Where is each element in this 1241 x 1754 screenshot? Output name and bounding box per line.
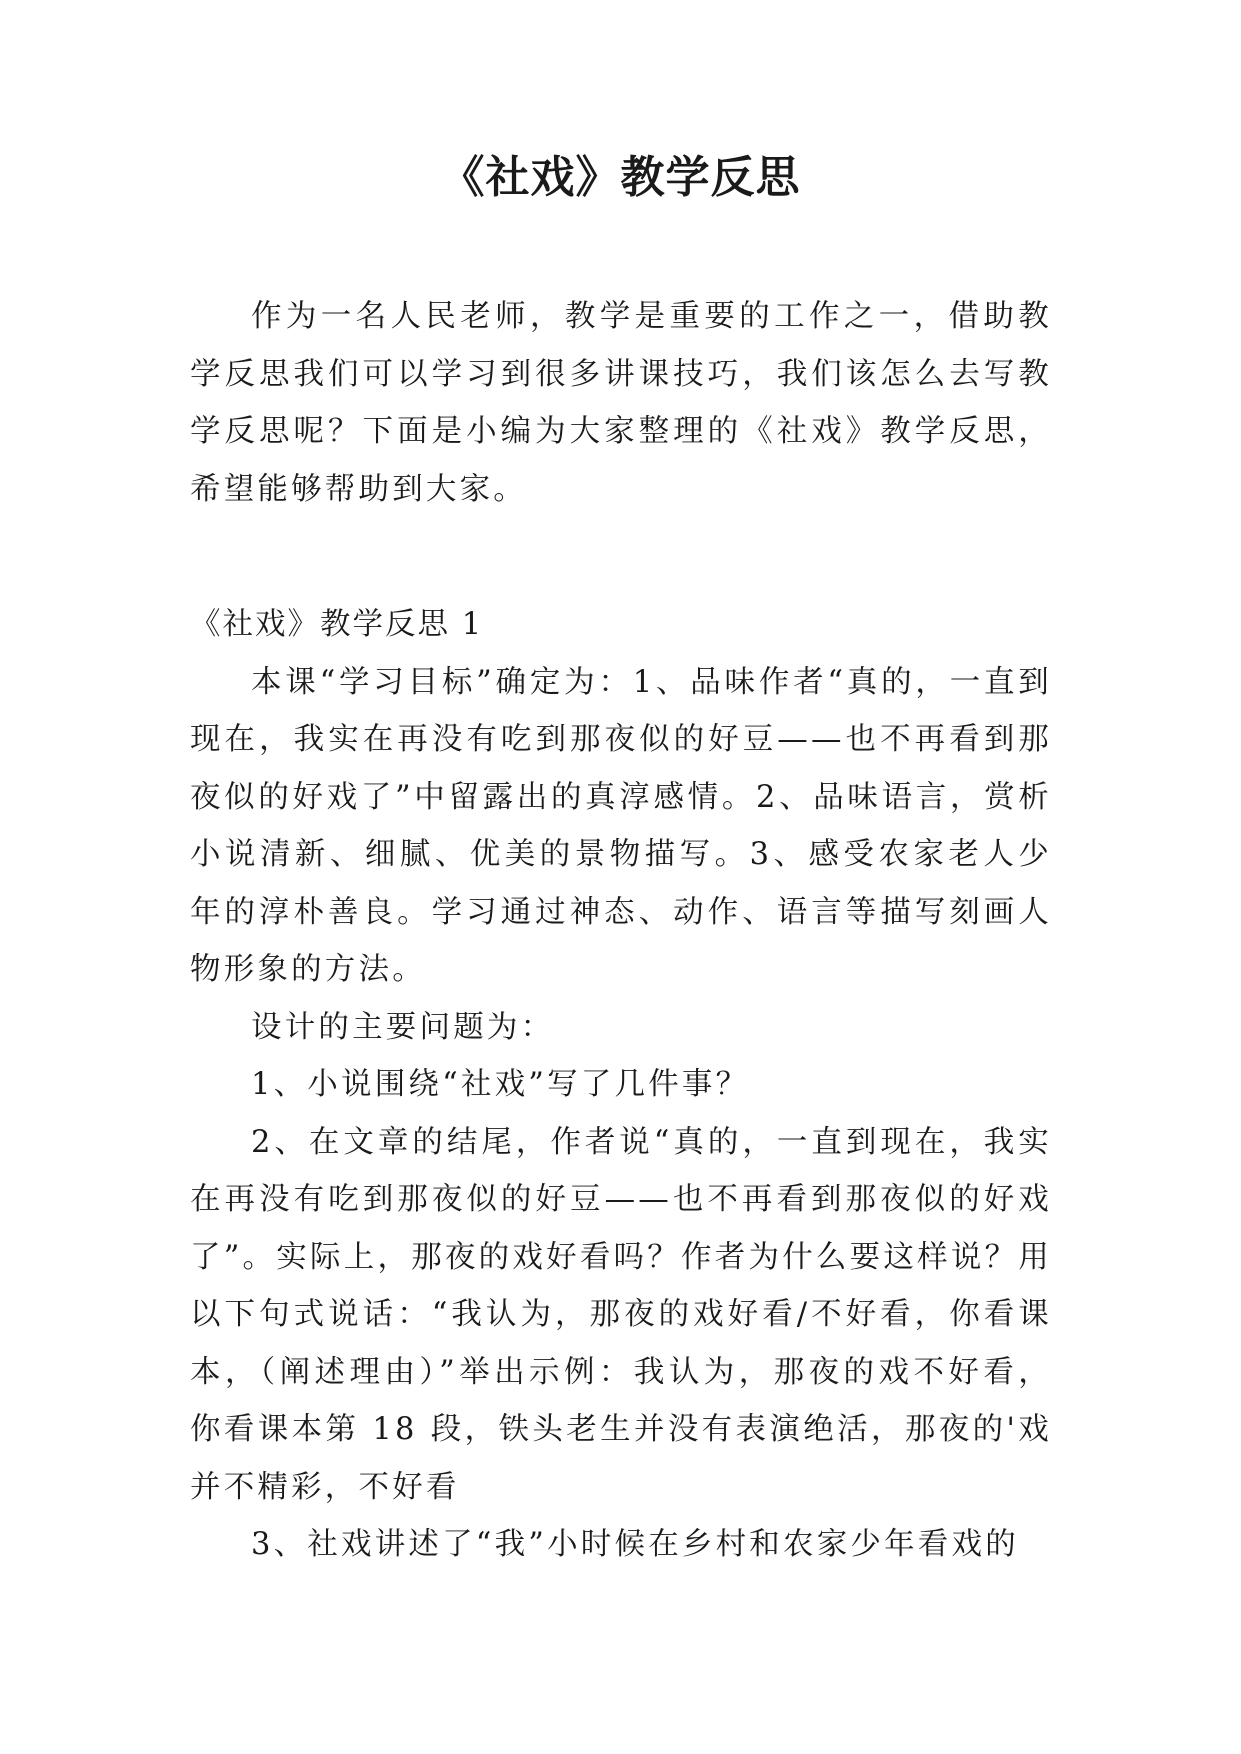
intro-paragraph: 作为一名人民老师，教学是重要的工作之一，借助教学反思我们可以学习到很多讲课技巧，我们该怎么去写教学反思呢？下面是小编为大家整理的《社戏》教学反思，希望能够帮助到大家。 <box>190 299 1052 507</box>
body-paragraph-question-1: 1、小说围绕“社戏”写了几件事？ <box>251 1067 750 1102</box>
section-heading: 《社戏》教学反思 1 <box>190 607 484 642</box>
document-body <box>190 288 1052 1574</box>
body-paragraph-questions-intro: 设计的主要问题为： <box>251 1009 555 1045</box>
body-paragraph-goals: 本课“学习目标”确定为：1、品味作者“真的，一直到现在，我实在再没有吃到那夜似的好豆——也不再看到那夜似的好戏了”中留露出的真淳感情。2、品味语言，赏析小说清新、细腻、优美的景物描写。3、感受农家老人少年的淳朴善良。学习通过神态、动作、语言等描写刻画人物形象的方法。 <box>190 664 1052 987</box>
body-paragraph-question-2: 2、在文章的结尾，作者说“真的，一直到现在，我实在再没有吃到那夜似的好豆——也不再看到那夜似的好戏了”。实际上，那夜的戏好看吗？作者为什么要这样说？用以下句式说话：“我认为，那夜的戏好看/不好看，你看课本，（阐述理由）”举出示例：我认为，那夜的戏不好看，你看课本第 18 段，铁头老生并没有表演绝活，那夜的'戏并不精彩，不好看 <box>190 1124 1052 1505</box>
body-paragraph-question-3: 3、社戏讲述了“我”小时候在乡村和农家少年看戏的 <box>251 1527 1019 1562</box>
document-title: 《社戏》教学反思 <box>440 152 801 203</box>
